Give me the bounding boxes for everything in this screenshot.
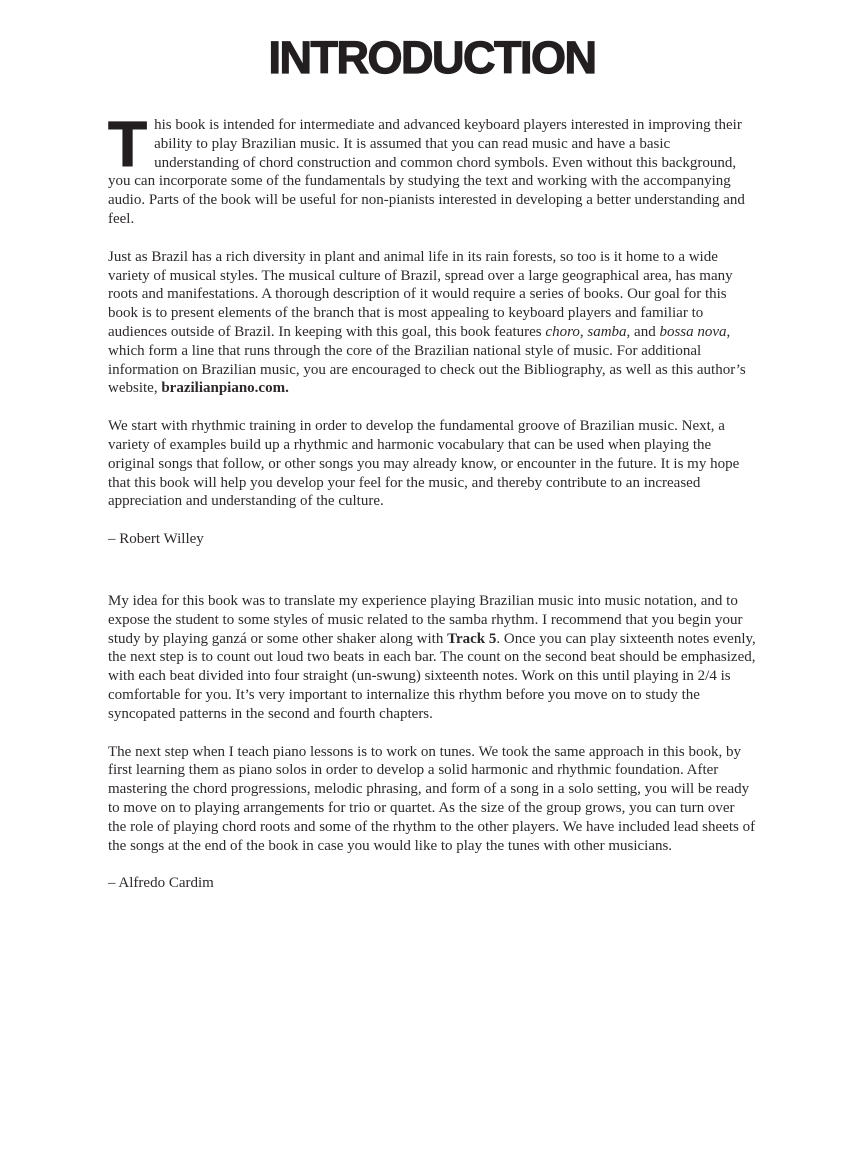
signature-robert-willey [108, 530, 756, 549]
text-run: We start with rhythmic training in order to develop the fundamental groove of Brazilian music. Next, a variety of examples build up a rhythmic and harmonic vocabulary that can be used when playing the original songs that follow, or other songs you may already know, or encounter in the future. It is my hope that this book will help you develop your feel for the music, and thereby contribute to an increased appreciation and understanding of the culture. [108, 418, 740, 510]
text-run-bold: brazilianpiano.com. [161, 380, 289, 397]
text-run-italic: samba [587, 323, 627, 340]
text-run: Just as Brazil has a rich diversity in plant and animal life in its rain forests, so too is it home to a wide variety of musical styles. The musical culture of Brazil, spread over a large geographical area, has many roots and manifestations. A thorough description of it would require a series of books. Our goal for this book is to present elements of the branch that is most appealing to keyboard players and familiar to audiences outside of Brazil. In keeping with this goal, this book features [108, 248, 733, 340]
intro-paragraph-3 [108, 417, 756, 511]
text-run: his book is intended for intermediate and advanced keyboard players interested in improving their ability to play Brazilian music. It is assumed that you can read music and have a basic understanding of chord construction and common chord symbols. Even without this background, you can incorporate some of the fundamentals by studying the text and working with the accompanying audio. Parts of the book will be useful for non-pianists interested in developing a better understanding and feel. [108, 117, 745, 227]
intro-paragraph-1 [108, 108, 756, 229]
text-run-italic: bossa nova [659, 323, 727, 340]
page-title: INTRODUCTION [268, 32, 596, 83]
text-run: , and [626, 323, 660, 340]
text-run-bold: Track 5 [447, 630, 497, 647]
intro-paragraph-5 [108, 743, 756, 856]
text-run: , [579, 323, 588, 340]
intro-paragraph-2 [108, 248, 756, 398]
drop-cap-letter: T [108, 108, 148, 180]
introduction-text [108, 108, 756, 912]
intro-paragraph-4 [108, 592, 756, 724]
text-run: My idea for this book was to translate my experience playing Brazilian music into music notation, and to expose the student to some styles of music related to the samba rhythm. I recommend that you begin your study by playing ganzá or some other shaker along with [108, 592, 743, 647]
signature-alfredo-cardim [108, 874, 756, 893]
text-run: , which form a line that runs through the core of the Brazilian national style of music. For additional information on Brazilian music, you are encouraged to check out the Bibliography, as well as this author’s website, [108, 323, 746, 397]
text-run: – Alfredo Cardim [108, 875, 214, 892]
text-run: – Robert Willey [108, 531, 204, 548]
text-run: . Once you can play sixteenth notes evenly, the next step is to count out loud two beats in each bar. The count on the second beat should be emphasized, with each beat divided into four straight (un-swung) sixteenth notes. Work on this until playing in 2/4 is comfortable for you. It’s very important to internalize this rhythm before you move on to study the syncopated patterns in the second and fourth chapters. [108, 630, 756, 722]
text-run: The next step when I teach piano lessons is to work on tunes. We took the same approach in this book, by first learning them as piano solos in order to develop a solid harmonic and rhythmic foundation. After mastering the chord progressions, melodic phrasing, and form of a song in a solo setting, you will be ready to move on to playing arrangements for trio or quartet. As the size of the group grows, you can turn over the role of playing chord roots and some of the rhythm to the other players. We have included lead sheets of the songs at the end of the book in case you would like to play the tunes with other musicians. [108, 743, 756, 854]
text-run-italic: choro [545, 323, 580, 340]
